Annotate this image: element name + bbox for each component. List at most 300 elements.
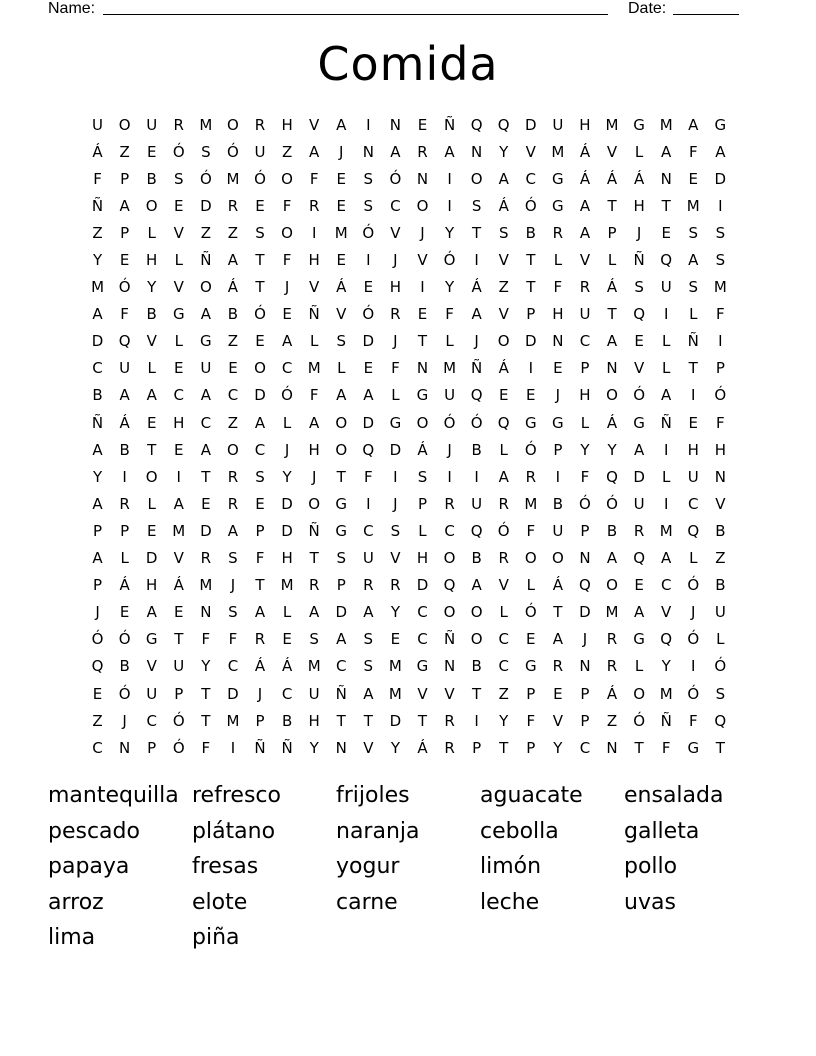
- grid-letter[interactable]: S: [309, 630, 319, 649]
- grid-letter[interactable]: Y: [444, 223, 455, 242]
- grid-letter[interactable]: O: [145, 196, 158, 215]
- grid-letter[interactable]: G: [416, 386, 429, 405]
- grid-letter[interactable]: S: [363, 169, 374, 188]
- grid-letter[interactable]: A: [363, 684, 374, 703]
- grid-letter[interactable]: L: [689, 305, 698, 324]
- grid-letter[interactable]: D: [91, 332, 104, 351]
- grid-letter[interactable]: E: [174, 196, 184, 215]
- grid-letter[interactable]: E: [146, 521, 157, 540]
- grid-letter[interactable]: Q: [443, 576, 456, 595]
- grid-letter[interactable]: I: [122, 467, 127, 486]
- grid-letter[interactable]: T: [634, 738, 644, 757]
- grid-letter[interactable]: E: [174, 603, 184, 622]
- grid-letter[interactable]: M: [226, 169, 240, 188]
- grid-letter[interactable]: V: [390, 549, 401, 568]
- grid-letter[interactable]: V: [498, 576, 509, 595]
- grid-letter[interactable]: Ó: [172, 711, 185, 730]
- grid-letter[interactable]: H: [579, 386, 591, 405]
- grid-letter[interactable]: F: [282, 251, 292, 270]
- grid-letter[interactable]: P: [147, 738, 157, 757]
- grid-letter[interactable]: B: [92, 386, 103, 405]
- grid-letter[interactable]: Ñ: [660, 413, 672, 432]
- grid-letter[interactable]: J: [393, 251, 398, 270]
- grid-letter[interactable]: D: [525, 332, 537, 351]
- grid-letter[interactable]: R: [552, 657, 564, 676]
- grid-letter[interactable]: L: [662, 359, 671, 378]
- grid-letter[interactable]: C: [146, 711, 157, 730]
- grid-letter[interactable]: J: [691, 603, 696, 622]
- grid-letter[interactable]: M: [686, 196, 700, 215]
- grid-letter[interactable]: A: [498, 169, 509, 188]
- grid-letter[interactable]: Z: [498, 684, 509, 703]
- grid-letter[interactable]: F: [445, 305, 454, 324]
- grid-letter[interactable]: A: [444, 142, 455, 161]
- grid-letter[interactable]: S: [715, 251, 726, 270]
- grid-letter[interactable]: U: [200, 359, 212, 378]
- grid-letter[interactable]: Ñ: [633, 251, 645, 270]
- grid-letter[interactable]: Q: [497, 413, 510, 432]
- grid-letter[interactable]: R: [552, 223, 564, 242]
- grid-letter[interactable]: Q: [687, 521, 700, 540]
- grid-letter[interactable]: Á: [498, 359, 509, 378]
- grid-letter[interactable]: C: [254, 440, 266, 459]
- grid-letter[interactable]: Q: [470, 386, 483, 405]
- grid-letter[interactable]: I: [366, 115, 371, 134]
- grid-letter[interactable]: Ó: [470, 413, 483, 432]
- grid-letter[interactable]: C: [498, 630, 509, 649]
- grid-letter[interactable]: Q: [118, 332, 131, 351]
- grid-letter[interactable]: F: [364, 467, 373, 486]
- grid-letter[interactable]: Q: [579, 576, 591, 595]
- grid-letter[interactable]: T: [147, 440, 157, 459]
- grid-letter[interactable]: D: [362, 332, 375, 351]
- grid-letter[interactable]: Ñ: [660, 711, 672, 730]
- grid-letter[interactable]: O: [199, 278, 212, 297]
- grid-letter[interactable]: Ó: [497, 521, 510, 540]
- grid-letter[interactable]: U: [633, 494, 645, 513]
- grid-letter[interactable]: Á: [92, 142, 103, 161]
- grid-letter[interactable]: N: [389, 115, 402, 134]
- grid-letter[interactable]: H: [308, 440, 320, 459]
- grid-letter[interactable]: J: [393, 332, 398, 351]
- grid-letter[interactable]: V: [498, 251, 509, 270]
- grid-letter[interactable]: I: [447, 196, 452, 215]
- grid-letter[interactable]: Q: [91, 657, 104, 676]
- grid-letter[interactable]: G: [145, 630, 158, 649]
- grid-letter[interactable]: H: [173, 413, 185, 432]
- grid-letter[interactable]: T: [336, 467, 346, 486]
- grid-letter[interactable]: G: [524, 657, 537, 676]
- grid-letter[interactable]: L: [499, 440, 508, 459]
- grid-letter[interactable]: A: [661, 142, 672, 161]
- grid-letter[interactable]: Á: [336, 278, 347, 297]
- grid-letter[interactable]: H: [146, 576, 158, 595]
- grid-letter[interactable]: T: [688, 359, 698, 378]
- grid-letter[interactable]: D: [227, 684, 239, 703]
- grid-letter[interactable]: A: [309, 413, 320, 432]
- grid-letter[interactable]: L: [147, 359, 156, 378]
- grid-letter[interactable]: Ó: [118, 684, 131, 703]
- grid-letter[interactable]: E: [363, 278, 374, 297]
- grid-letter[interactable]: A: [471, 576, 482, 595]
- grid-letter[interactable]: F: [201, 738, 211, 757]
- grid-letter[interactable]: S: [498, 223, 509, 242]
- grid-letter[interactable]: I: [555, 467, 561, 486]
- grid-letter[interactable]: Z: [715, 549, 726, 568]
- grid-letter[interactable]: Ó: [227, 142, 239, 161]
- grid-letter[interactable]: T: [499, 738, 509, 757]
- grid-letter[interactable]: Ó: [687, 684, 700, 703]
- grid-letter[interactable]: A: [579, 196, 591, 215]
- grid-letter[interactable]: N: [416, 359, 429, 378]
- grid-letter[interactable]: E: [390, 630, 401, 649]
- grid-letter[interactable]: M: [226, 711, 240, 730]
- grid-letter[interactable]: D: [281, 521, 293, 540]
- grid-letter[interactable]: U: [660, 278, 672, 297]
- grid-letter[interactable]: H: [552, 305, 564, 324]
- grid-letter[interactable]: A: [606, 332, 618, 351]
- grid-letter[interactable]: Q: [362, 440, 375, 459]
- grid-letter[interactable]: A: [498, 467, 509, 486]
- grid-letter[interactable]: Ó: [524, 440, 537, 459]
- grid-letter[interactable]: A: [200, 440, 211, 459]
- grid-letter[interactable]: Ó: [606, 494, 618, 513]
- grid-letter[interactable]: U: [552, 521, 564, 540]
- grid-letter[interactable]: F: [688, 711, 698, 730]
- grid-letter[interactable]: Y: [147, 278, 157, 297]
- grid-letter[interactable]: S: [336, 332, 346, 351]
- grid-letter[interactable]: V: [715, 494, 726, 513]
- grid-letter[interactable]: Ñ: [91, 413, 104, 432]
- grid-letter[interactable]: Q: [660, 630, 673, 649]
- grid-letter[interactable]: Ñ: [308, 305, 320, 324]
- grid-letter[interactable]: R: [254, 115, 266, 134]
- grid-letter[interactable]: N: [606, 738, 618, 757]
- grid-letter[interactable]: R: [498, 494, 509, 513]
- grid-letter[interactable]: O: [551, 549, 564, 568]
- grid-letter[interactable]: A: [552, 630, 563, 649]
- grid-letter[interactable]: P: [526, 305, 536, 324]
- grid-letter[interactable]: Ñ: [471, 359, 483, 378]
- grid-letter[interactable]: Á: [552, 576, 563, 595]
- grid-letter[interactable]: P: [607, 223, 617, 242]
- grid-letter[interactable]: D: [416, 576, 429, 595]
- grid-letter[interactable]: L: [174, 251, 183, 270]
- grid-letter[interactable]: J: [474, 332, 479, 351]
- grid-letter[interactable]: U: [173, 657, 185, 676]
- grid-letter[interactable]: Ó: [714, 657, 727, 676]
- grid-letter[interactable]: Á: [417, 440, 428, 459]
- grid-letter[interactable]: A: [254, 413, 266, 432]
- grid-letter[interactable]: H: [308, 711, 320, 730]
- grid-letter[interactable]: Q: [470, 521, 483, 540]
- grid-letter[interactable]: U: [444, 386, 456, 405]
- grid-letter[interactable]: O: [524, 549, 537, 568]
- grid-letter[interactable]: H: [146, 251, 158, 270]
- grid-letter[interactable]: D: [714, 169, 727, 188]
- grid-letter[interactable]: L: [689, 549, 698, 568]
- grid-letter[interactable]: S: [228, 603, 238, 622]
- grid-letter[interactable]: G: [687, 738, 700, 757]
- grid-letter[interactable]: L: [174, 332, 183, 351]
- grid-letter[interactable]: C: [227, 657, 239, 676]
- grid-letter[interactable]: P: [417, 494, 427, 513]
- grid-letter[interactable]: I: [420, 278, 425, 297]
- grid-letter[interactable]: D: [335, 603, 348, 622]
- grid-letter[interactable]: E: [634, 576, 644, 595]
- grid-letter[interactable]: F: [201, 630, 211, 649]
- grid-letter[interactable]: A: [363, 603, 374, 622]
- grid-letter[interactable]: S: [715, 684, 726, 703]
- grid-letter[interactable]: R: [498, 549, 509, 568]
- grid-letter[interactable]: O: [335, 413, 348, 432]
- grid-letter[interactable]: Á: [606, 169, 618, 188]
- grid-letter[interactable]: Á: [254, 657, 266, 676]
- grid-letter[interactable]: A: [336, 630, 347, 649]
- grid-letter[interactable]: V: [336, 305, 347, 324]
- grid-letter[interactable]: C: [660, 576, 672, 595]
- grid-letter[interactable]: H: [687, 440, 699, 459]
- grid-letter[interactable]: I: [528, 359, 533, 378]
- grid-letter[interactable]: O: [443, 603, 456, 622]
- grid-letter[interactable]: N: [471, 142, 483, 161]
- grid-letter[interactable]: R: [606, 657, 618, 676]
- grid-letter[interactable]: A: [200, 386, 211, 405]
- grid-letter[interactable]: B: [715, 576, 726, 595]
- grid-letter[interactable]: G: [552, 413, 564, 432]
- grid-letter[interactable]: V: [390, 223, 401, 242]
- grid-letter[interactable]: C: [417, 630, 428, 649]
- grid-letter[interactable]: Á: [471, 278, 482, 297]
- grid-letter[interactable]: A: [200, 305, 211, 324]
- grid-letter[interactable]: U: [254, 142, 266, 161]
- grid-letter[interactable]: P: [93, 576, 103, 595]
- grid-letter[interactable]: Y: [499, 711, 509, 730]
- grid-letter[interactable]: A: [715, 142, 726, 161]
- grid-letter[interactable]: I: [663, 494, 669, 513]
- grid-letter[interactable]: L: [418, 521, 427, 540]
- grid-letter[interactable]: J: [339, 142, 344, 161]
- grid-letter[interactable]: Z: [281, 142, 293, 161]
- grid-letter[interactable]: S: [228, 549, 238, 568]
- grid-letter[interactable]: O: [281, 169, 293, 188]
- grid-letter[interactable]: C: [92, 359, 103, 378]
- grid-letter[interactable]: C: [200, 413, 212, 432]
- grid-letter[interactable]: Q: [497, 115, 510, 134]
- grid-letter[interactable]: L: [309, 332, 319, 351]
- grid-letter[interactable]: Ó: [687, 630, 700, 649]
- grid-letter[interactable]: H: [308, 251, 320, 270]
- grid-letter[interactable]: H: [714, 440, 726, 459]
- grid-letter[interactable]: V: [606, 142, 618, 161]
- grid-letter[interactable]: T: [255, 251, 265, 270]
- grid-letter[interactable]: Y: [607, 440, 617, 459]
- grid-letter[interactable]: Á: [281, 657, 293, 676]
- grid-letter[interactable]: H: [281, 115, 293, 134]
- grid-letter[interactable]: Y: [661, 657, 671, 676]
- grid-letter[interactable]: P: [553, 440, 563, 459]
- grid-letter[interactable]: O: [470, 169, 483, 188]
- grid-letter[interactable]: C: [525, 169, 537, 188]
- grid-letter[interactable]: T: [715, 738, 725, 757]
- grid-letter[interactable]: E: [498, 386, 509, 405]
- grid-letter[interactable]: P: [526, 684, 536, 703]
- grid-letter[interactable]: G: [552, 196, 564, 215]
- grid-letter[interactable]: O: [254, 359, 266, 378]
- grid-letter[interactable]: L: [147, 494, 156, 513]
- grid-letter[interactable]: Ó: [281, 386, 293, 405]
- grid-letter[interactable]: Ñ: [687, 332, 699, 351]
- grid-letter[interactable]: L: [445, 332, 454, 351]
- grid-letter[interactable]: N: [579, 657, 591, 676]
- grid-letter[interactable]: E: [201, 494, 211, 513]
- grid-letter[interactable]: S: [688, 278, 699, 297]
- grid-letter[interactable]: I: [663, 305, 669, 324]
- grid-letter[interactable]: A: [390, 142, 401, 161]
- grid-letter[interactable]: G: [633, 115, 645, 134]
- grid-letter[interactable]: T: [526, 278, 536, 297]
- grid-letter[interactable]: I: [366, 251, 371, 270]
- grid-letter[interactable]: M: [280, 576, 294, 595]
- grid-letter[interactable]: L: [634, 142, 644, 161]
- grid-letter[interactable]: A: [661, 549, 672, 568]
- grid-letter[interactable]: T: [255, 278, 265, 297]
- grid-letter[interactable]: C: [336, 657, 347, 676]
- grid-letter[interactable]: O: [416, 413, 429, 432]
- grid-letter[interactable]: A: [227, 521, 239, 540]
- grid-letter[interactable]: J: [393, 494, 398, 513]
- grid-letter[interactable]: A: [688, 115, 699, 134]
- grid-letter[interactable]: R: [363, 576, 374, 595]
- grid-letter[interactable]: E: [282, 630, 292, 649]
- grid-letter[interactable]: C: [579, 332, 591, 351]
- grid-letter[interactable]: T: [309, 549, 319, 568]
- grid-letter[interactable]: E: [661, 223, 671, 242]
- grid-letter[interactable]: V: [417, 251, 428, 270]
- date-blank-line[interactable]: [673, 14, 739, 15]
- grid-letter[interactable]: A: [579, 223, 591, 242]
- grid-letter[interactable]: O: [227, 115, 239, 134]
- grid-letter[interactable]: Ñ: [91, 196, 104, 215]
- grid-letter[interactable]: Z: [606, 711, 618, 730]
- grid-letter[interactable]: H: [579, 115, 591, 134]
- grid-letter[interactable]: Y: [444, 278, 455, 297]
- grid-letter[interactable]: E: [228, 359, 238, 378]
- grid-letter[interactable]: F: [716, 305, 725, 324]
- grid-letter[interactable]: I: [691, 386, 696, 405]
- grid-letter[interactable]: Á: [498, 196, 509, 215]
- grid-letter[interactable]: I: [311, 223, 317, 242]
- grid-letter[interactable]: V: [417, 684, 428, 703]
- grid-letter[interactable]: M: [307, 657, 321, 676]
- grid-letter[interactable]: U: [714, 603, 726, 622]
- grid-letter[interactable]: Ó: [254, 305, 266, 324]
- grid-letter[interactable]: C: [688, 494, 699, 513]
- grid-letter[interactable]: J: [122, 711, 127, 730]
- grid-letter[interactable]: J: [447, 440, 452, 459]
- grid-letter[interactable]: M: [659, 684, 673, 703]
- grid-letter[interactable]: C: [417, 603, 428, 622]
- grid-letter[interactable]: R: [444, 738, 455, 757]
- grid-letter[interactable]: E: [255, 494, 265, 513]
- grid-letter[interactable]: R: [390, 576, 401, 595]
- grid-letter[interactable]: G: [335, 494, 348, 513]
- grid-letter[interactable]: C: [281, 359, 293, 378]
- grid-letter[interactable]: V: [661, 603, 672, 622]
- grid-letter[interactable]: B: [552, 494, 564, 513]
- grid-letter[interactable]: Y: [390, 738, 400, 757]
- grid-letter[interactable]: Y: [282, 467, 292, 486]
- grid-letter[interactable]: R: [606, 630, 618, 649]
- grid-letter[interactable]: B: [146, 169, 157, 188]
- grid-letter[interactable]: S: [255, 223, 265, 242]
- grid-letter[interactable]: R: [227, 196, 239, 215]
- grid-letter[interactable]: V: [309, 115, 320, 134]
- grid-letter[interactable]: C: [281, 684, 293, 703]
- grid-letter[interactable]: Z: [92, 223, 103, 242]
- grid-letter[interactable]: B: [471, 657, 482, 676]
- grid-letter[interactable]: M: [199, 115, 213, 134]
- grid-letter[interactable]: L: [391, 386, 400, 405]
- grid-letter[interactable]: Ó: [524, 603, 537, 622]
- grid-letter[interactable]: B: [146, 305, 157, 324]
- grid-letter[interactable]: R: [227, 467, 239, 486]
- grid-letter[interactable]: A: [336, 115, 347, 134]
- grid-letter[interactable]: C: [498, 657, 509, 676]
- grid-letter[interactable]: D: [281, 494, 293, 513]
- grid-letter[interactable]: N: [335, 738, 347, 757]
- grid-letter[interactable]: M: [91, 278, 105, 297]
- grid-letter[interactable]: O: [308, 494, 321, 513]
- grid-letter[interactable]: J: [555, 386, 561, 405]
- grid-letter[interactable]: U: [92, 115, 104, 134]
- grid-letter[interactable]: A: [688, 251, 699, 270]
- grid-letter[interactable]: G: [389, 413, 402, 432]
- grid-letter[interactable]: Y: [201, 657, 211, 676]
- grid-letter[interactable]: B: [715, 521, 726, 540]
- grid-letter[interactable]: D: [145, 549, 158, 568]
- grid-letter[interactable]: A: [146, 603, 157, 622]
- grid-letter[interactable]: Ó: [687, 576, 700, 595]
- grid-letter[interactable]: D: [633, 467, 645, 486]
- grid-letter[interactable]: T: [417, 711, 428, 730]
- grid-letter[interactable]: E: [92, 684, 103, 703]
- grid-letter[interactable]: D: [389, 440, 402, 459]
- grid-letter[interactable]: Y: [580, 440, 590, 459]
- grid-letter[interactable]: L: [716, 630, 725, 649]
- grid-letter[interactable]: Ó: [362, 305, 375, 324]
- grid-letter[interactable]: M: [334, 223, 348, 242]
- grid-letter[interactable]: P: [336, 576, 346, 595]
- grid-letter[interactable]: S: [363, 630, 374, 649]
- grid-letter[interactable]: A: [119, 386, 130, 405]
- grid-letter[interactable]: C: [363, 521, 374, 540]
- grid-letter[interactable]: N: [200, 603, 212, 622]
- grid-letter[interactable]: L: [499, 603, 508, 622]
- grid-letter[interactable]: A: [119, 196, 130, 215]
- grid-letter[interactable]: Ó: [714, 386, 727, 405]
- grid-letter[interactable]: O: [118, 115, 131, 134]
- grid-letter[interactable]: B: [119, 440, 130, 459]
- grid-letter[interactable]: C: [227, 386, 239, 405]
- grid-letter[interactable]: F: [120, 305, 129, 324]
- grid-letter[interactable]: Z: [92, 711, 103, 730]
- grid-letter[interactable]: E: [119, 251, 130, 270]
- grid-letter[interactable]: E: [634, 332, 644, 351]
- grid-letter[interactable]: F: [93, 169, 102, 188]
- grid-letter[interactable]: T: [336, 711, 346, 730]
- grid-letter[interactable]: F: [716, 413, 725, 432]
